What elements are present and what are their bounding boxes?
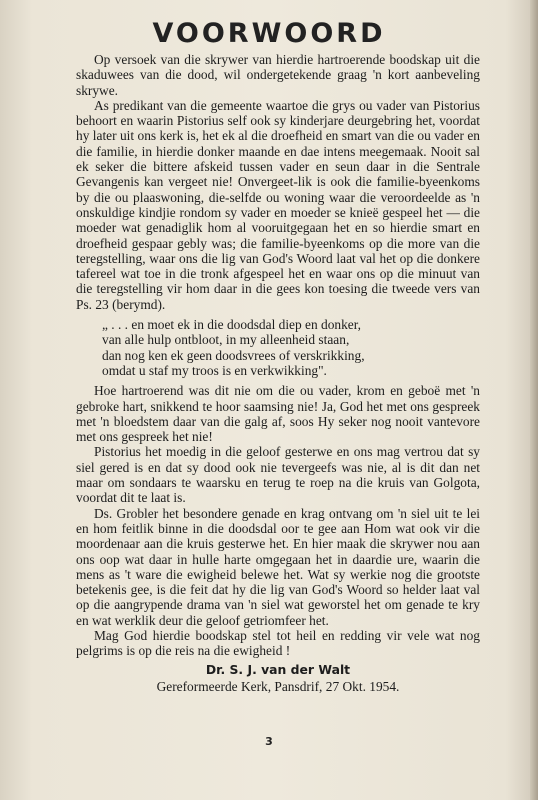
verse-line: „ . . . en moet ek in die doodsdal diep en donker, <box>102 317 362 333</box>
page-edge <box>530 0 538 800</box>
paragraph: Op versoek van die skrywer van hierdie hartroerende boodskap uit die skaduwees van die dood, wil ondergetekende graag 'n kort aanbeveling skrywe. <box>76 52 480 98</box>
paragraph: Hoe hartroerend was dit nie om die ou vader, krom en geboë met 'n gebroke hart, snikkend te hoor saamsing nie! Ja, God het met ons gespreek met 'n bloedstem daar van die galg af, soos Hy seker nog nooit vantevore met ons gespreek het nie! <box>76 383 480 445</box>
paragraph: Pistorius het moedig in die geloof gesterwe en ons mag vertrou dat sy siel gered is en dat sy dood ook nie tevergeefs was nie, al is dit dan net maar om sondaars te waarsku en terug te roep na die kruis van Golgota, voordat dit te laat is. <box>76 444 480 506</box>
quoted-verse <box>102 317 480 378</box>
verse-line: van alle hulp ontbloot, in my alleenheid staan, <box>102 332 350 348</box>
paragraph: Mag God hierdie boodskap stel tot heil en redding vir vele wat nog pelgrims is op die reis na die ewigheid ! <box>76 627 480 659</box>
paragraph: Ds. Grobler het besondere genade en krag ontvang om 'n siel uit te lei en hom feitlik binne in die doodsdal oor te gee aan Hom wat ook vir die moordenaar aan die kruis gesterwe het. En hier maak die skrywer nou aan ons oop wat daar in hulle harte omgegaan het in daardie ure, waarin die mens as 't ware die ewigheid belewe het. Wat sy werkie nog die grootste betekenis gee, is die feit dat hy die lig van God's Woord so helder laat val op die aangrypende drama van 'n siel wat geworstel het om genade te kry en wat werklik deur die geloof getriomfeer het. <box>76 505 480 628</box>
body-text <box>76 52 480 694</box>
paragraph: As predikant van die gemeente waartoe die grys ou vader van Pistorius behoort en waarin Pistorius self ook sy kinderjare deurgebring het, voordat hy later uit ons kerk is, het ek al die droefheid en smart van die ou vader en die familie, in hierdie donker maande en dae intens meegemaak. Nooit sal ek seker die bittere afskeid tussen vader en seun daar in die Sentrale Gevangenis kan vergeet nie! Onvergeet-lik is ook die familie-byeenkoms by die ou plaaswoning, die-selfde ou woning waar die veroordeelde as 'n onskuldige kindjie rondom sy vader en moeder se knieë gespeel het — die moeder wat genadiglik hom al vooruitgegaan het en so hierdie smart en droefheid gespaar gebly was; die familie-byeenkoms op die more van die teregstelling, waar ons die lig van God's Woord laat val het op die donkere tafereel wat toe in die tronk afgespeel het en waar ons op die minuut van die teregstelling vir hom daar in die gees kon toesing die tweede vers van Ps. 23 (berymd). <box>76 97 480 312</box>
signature-place: Gereformeerde Kerk, Pansdrif, 27 Okt. 1954. <box>156 678 400 694</box>
verse-line: omdat u staf my troos is en verkwikking". <box>102 362 327 378</box>
page-number: 3 <box>265 735 273 748</box>
signature-name: Dr. S. J. van der Walt <box>205 661 351 677</box>
verse-line: dan nog ken ek geen doodsvrees of verskrikking, <box>102 347 365 363</box>
page-title: VOORWOORD <box>152 18 386 49</box>
